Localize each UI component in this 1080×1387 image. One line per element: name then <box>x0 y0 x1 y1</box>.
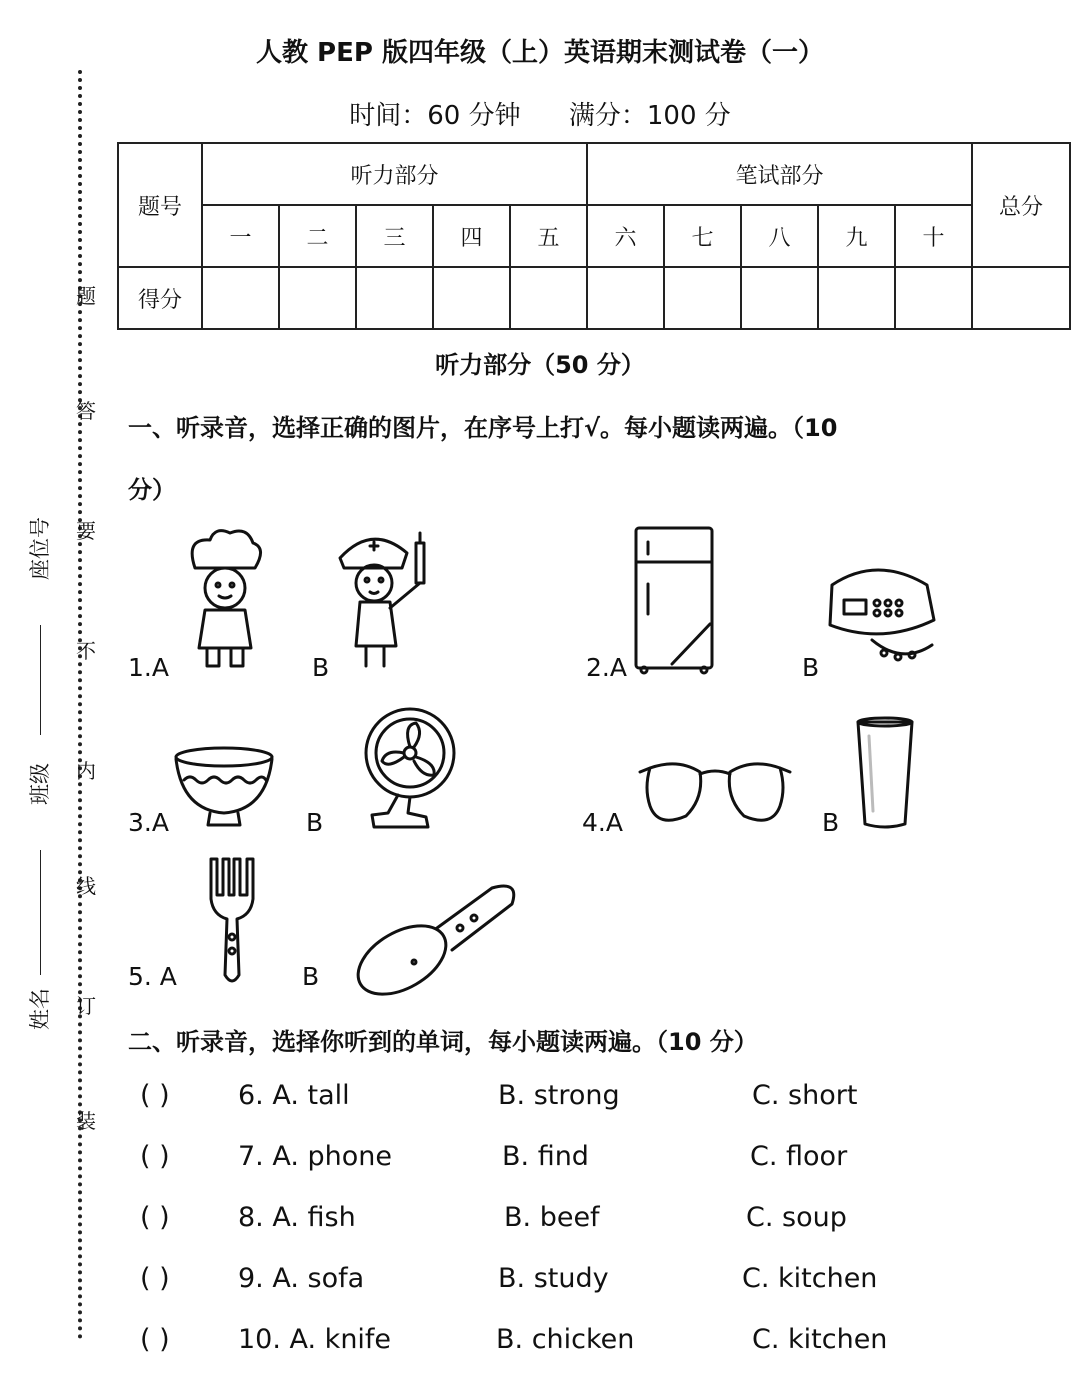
phone-icon <box>822 565 942 670</box>
full-score: 满分：100 分 <box>568 101 731 131</box>
score-table-number: 十 <box>895 205 972 267</box>
fridge-icon <box>632 524 717 674</box>
score-cell[interactable] <box>664 267 741 329</box>
answer-paren[interactable]: ( ) <box>140 1263 170 1294</box>
page-title: 人教 PEP 版四年级（上）英语期末测试卷（一） <box>256 38 824 68</box>
score-table-number: 六 <box>587 205 664 267</box>
class-label: 班级 <box>28 763 52 805</box>
nurse-icon <box>332 528 437 673</box>
option-c: C. soup <box>746 1202 847 1233</box>
item3-b-label[interactable]: B <box>306 808 324 837</box>
score-table-total: 总分 <box>972 143 1070 267</box>
option-b: B. chicken <box>496 1324 635 1355</box>
score-cell[interactable] <box>741 267 818 329</box>
fan-icon <box>358 705 458 835</box>
item5-a-label[interactable]: 5. A <box>128 962 177 991</box>
binding-char: 不 <box>76 639 96 663</box>
score-table-number: 七 <box>664 205 741 267</box>
score-cell[interactable] <box>587 267 664 329</box>
seat-number-blank[interactable] <box>40 625 41 735</box>
seat-number-label: 座位号 <box>28 517 52 580</box>
binding-char: 内 <box>76 759 96 783</box>
option-c: C. short <box>752 1080 858 1111</box>
score-cell[interactable] <box>972 267 1070 329</box>
score-table-writing: 笔试部分 <box>587 143 972 205</box>
option-a: 9. A. sofa <box>238 1263 365 1294</box>
score-cell[interactable] <box>510 267 587 329</box>
option-c: C. kitchen <box>742 1263 878 1294</box>
item2-b-label[interactable]: B <box>802 653 820 682</box>
listening-section-title: 听力部分（50 分） <box>435 351 645 379</box>
score-table-score-label: 得分 <box>118 267 202 329</box>
time-limit: 时间：60 分钟 <box>349 101 521 131</box>
score-table <box>117 142 1071 330</box>
score-table-listening: 听力部分 <box>202 143 587 205</box>
option-b: B. beef <box>504 1202 600 1233</box>
score-cell[interactable] <box>356 267 433 329</box>
cook-icon <box>185 528 265 673</box>
part2-heading: 二、听录音，选择你听到的单词，每小题读两遍。（10 分） <box>128 1028 758 1056</box>
score-table-number: 二 <box>279 205 356 267</box>
glass-cup-icon <box>855 716 915 831</box>
score-table-number: 九 <box>818 205 895 267</box>
binding-char: 订 <box>76 994 96 1018</box>
bowl-icon <box>172 745 277 830</box>
score-cell[interactable] <box>202 267 279 329</box>
item4-b-label[interactable]: B <box>822 808 840 837</box>
binding-char: 题 <box>76 284 96 308</box>
option-a: 8. A. fish <box>238 1202 356 1233</box>
item1-b-label[interactable]: B <box>312 653 330 682</box>
option-b: B. study <box>498 1263 609 1294</box>
score-table-number: 五 <box>510 205 587 267</box>
option-a: 6. A. tall <box>238 1080 350 1111</box>
score-cell[interactable] <box>818 267 895 329</box>
option-c: C. kitchen <box>752 1324 888 1355</box>
binding-char: 装 <box>76 1109 96 1133</box>
fork-icon <box>205 855 260 990</box>
exam-info <box>0 95 1080 132</box>
item3-a-label[interactable]: 3.A <box>128 808 169 837</box>
score-table-number: 一 <box>202 205 279 267</box>
option-b: B. find <box>502 1141 589 1172</box>
class-blank[interactable] <box>40 850 41 975</box>
answer-paren[interactable]: ( ) <box>140 1324 170 1355</box>
part1-heading-cont: 分） <box>128 476 176 504</box>
score-table-number: 四 <box>433 205 510 267</box>
option-b: B. strong <box>498 1080 620 1111</box>
answer-paren[interactable]: ( ) <box>140 1141 170 1172</box>
item2-a-label[interactable]: 2.A <box>586 653 627 682</box>
score-cell[interactable] <box>279 267 356 329</box>
item4-a-label[interactable]: 4.A <box>582 808 623 837</box>
answer-paren[interactable]: ( ) <box>140 1202 170 1233</box>
score-table-number: 三 <box>356 205 433 267</box>
binding-char: 答 <box>76 399 96 423</box>
glasses-icon <box>638 758 793 833</box>
binding-char: 要 <box>76 519 96 543</box>
spoon-icon <box>352 880 522 995</box>
option-a: 7. A. phone <box>238 1141 392 1172</box>
score-cell[interactable] <box>895 267 972 329</box>
option-c: C. floor <box>750 1141 848 1172</box>
score-table-number: 八 <box>741 205 818 267</box>
answer-paren[interactable]: ( ) <box>140 1080 170 1111</box>
part1-heading: 一、听录音，选择正确的图片，在序号上打√。每小题读两遍。（10 <box>128 414 838 442</box>
option-a: 10. A. knife <box>238 1324 392 1355</box>
score-cell[interactable] <box>433 267 510 329</box>
score-table-q-label: 题号 <box>118 143 202 267</box>
item1-a-label[interactable]: 1.A <box>128 653 169 682</box>
name-label: 姓名 <box>28 988 52 1030</box>
binding-dotted-line <box>78 70 82 1340</box>
item5-b-label[interactable]: B <box>302 962 320 991</box>
binding-char: 线 <box>76 874 96 898</box>
